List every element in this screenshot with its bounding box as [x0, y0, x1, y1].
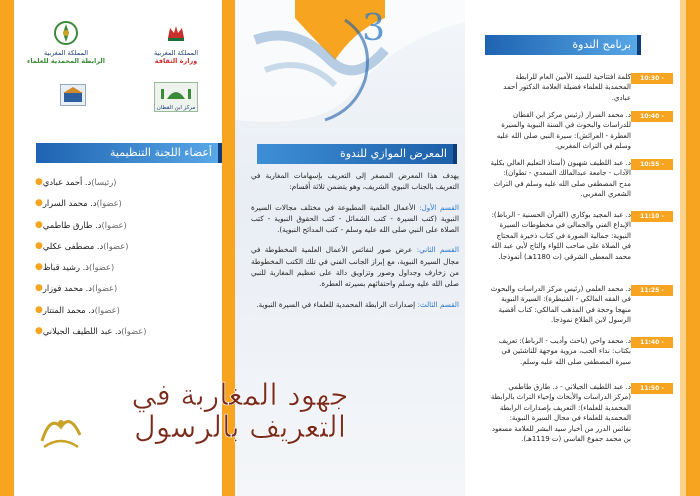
program-item-time: 11:40 - 11:50	[631, 337, 673, 348]
committee-title: أعضاء اللجنة التنظيمية	[36, 143, 222, 163]
exhibition-section-1: القسم الأول: الأعمال العلمية المطبوعة في مختلف مجالات السيرة النبوية (كتب السيرة - كتب الشمائل - كتب الحقوق النبوية - كتب الصلاة على النبي صلى الله عليه وسلم - كتب المدائح النبوية).	[251, 202, 459, 235]
list-item: (عضوا) د. مصطفى عكلي ●	[35, 240, 129, 251]
program-item-text: د. عبد اللطيف شهبون (أستاذ التعليم العالي بكلية الآداب - جامعة عبدالمالك السعدي - تطوان): مدح المصطفى صلى الله عليه وسلم في التراث الشعري المغربي.	[490, 159, 631, 199]
list-item: (عضوا) د. عبد اللطيف الجيلاني ●	[35, 326, 147, 337]
logos-area	[20, 20, 216, 120]
list-item: (عضوا) د. طارق طاطمي ●	[35, 219, 127, 230]
building-icon	[61, 85, 85, 105]
program-item-time: 11:10 - 11:25	[631, 211, 673, 222]
exhibition-intro: يهدف هذا المعرض المصغر إلى التعريف بإسهامات المغاربة في التعريف بالجناب النبوي الشريف، وهو يتضمن ثلاثة أقسام:	[251, 171, 459, 192]
program-title: برنامج الندوة	[485, 35, 641, 55]
program-item-text: د. عبد اللطيف الجيلاني - د. طارق طاطمي (مركز الدراسات والأبحاث وإحياء التراث بالرابطة المحمدية للعلماء): التعريف بإصدارات الرابطة المحمدية للعلماء في مجال السيرة النبوية: نفائس الدرر من أخبار سيد البشر للعلامة مسعود بن محمد جموع الفاسي (ت 1119هـ).	[490, 383, 631, 444]
main-title-line-1: جهود المغاربة في	[131, 378, 349, 413]
museum-label: مركز ابن القطان	[156, 105, 196, 111]
exhibition-title: المعرض الموازي للندوة	[257, 144, 457, 164]
program-item-time: 10:40 - 10:55	[631, 111, 673, 122]
program-item-text: د. محمد السرار (رئيس مركز ابن القطان للدراسات والبحوث في السنة النبوية والسيرة العطرة - العرائش): سيرة النبي صلى الله عليه وسلم في التراث المغربي.	[496, 111, 631, 151]
program-item	[479, 110, 681, 152]
program-item-time: 10:30 - 10:40	[631, 73, 673, 84]
list-item: (عضوا) د. محمد المنتار ●	[35, 304, 120, 315]
list-item: (رئيسا) د. أحمد عبادي ●	[35, 177, 117, 187]
main-title-line-2: التعريف بالرسول	[133, 410, 347, 445]
program-item-text: كلمة افتتاحية للسيد الأمين العام للرابطة المحمدية للعلماء فضيلة العلامة الدكتور أحمد عبادي.	[503, 73, 631, 102]
committee-list	[30, 172, 220, 342]
ministry-name: وزارة الثقافة	[154, 57, 198, 65]
exhibition-section-2: القسم الثاني: عرض صور لنفائس الأعمال العلمية المخطوطة في مجال السيرة النبوية، مع إبراز الجانب الفني في تلك الكتب المخطوطة من زخارف وجداول وصور وتزاويق دالة على تعظيم المغاربة للنبي صلى الله عليه وسلم واحتفائهم بسيرته العطرة.	[251, 245, 459, 289]
program-item-text: د. محمد العلمي (رئيس مركز الدراسات والبحوث في الفقه المالكي - القنيطرة): السيرة النبوية منهجا وحجة في المذهب المالكي: كتاب أقضية الرسول لابن الطلاع نموذجا.	[490, 285, 631, 325]
main-title	[80, 380, 400, 444]
list-item: (عضوا) د. محمد السرار ●	[35, 198, 122, 209]
ornament-decoration-icon	[235, 0, 465, 140]
right-panel	[465, 0, 700, 496]
rabita-logo	[26, 20, 106, 65]
program-item-time: 10:55 - 11:10	[631, 159, 673, 170]
program-item-text: د. محمد واحي (باحث وأديب - الرباط): تعريف بكتاب: نداء الحب، مروية موجهة للناشئين في سيرة المصطفى صلى الله عليه وسلم.	[498, 337, 631, 366]
rabita-emblem-icon	[53, 20, 79, 46]
exhibition-description	[251, 170, 459, 319]
calligraphy-seal-icon	[36, 405, 86, 455]
museum-logo	[154, 82, 198, 112]
side-strip	[686, 0, 700, 496]
program-item	[479, 72, 681, 103]
svg-text:3: 3	[362, 8, 385, 49]
program-item	[479, 158, 681, 200]
small-logo-left	[60, 84, 86, 106]
list-item: (عضوا) د. محمد فوزار ●	[35, 283, 118, 294]
program-item	[479, 210, 681, 262]
kingdom-right-label: المملكة المغربية	[153, 49, 199, 57]
kingdom-left-label: المملكة المغربية	[43, 49, 89, 57]
rabita-name: الرابطة المحمدية للعلماء	[27, 57, 105, 65]
program-item-time: 11:50 - 12:00	[631, 383, 673, 394]
ministry-logo	[136, 20, 216, 65]
crown-emblem-icon	[163, 20, 189, 46]
program-item-time: 11:25 - 11:40	[631, 285, 673, 296]
program-item	[479, 336, 681, 367]
mosque-icon	[155, 83, 197, 103]
list-item: (عضوا) ذ. رشيد قباظ ●	[35, 262, 115, 273]
program-item-text: د. عبد المجيد بوكاري (القرآن الحسنية - الرباط): الإبداع الفني والجمالي في مخطوطات السيرة النبوية: جمالية الصورة في كتاب ذخيرة المحتاج في الصلاة على صاحب اللواء والتاج لأبي عبد الله محمد المعطى الشرقي (ت 1180هـ) أنموذجا.	[491, 211, 631, 261]
exhibition-section-3: القسم الثالث: إصدارات الرابطة المحمدية للعلماء في السيرة النبوية.	[256, 299, 459, 309]
program-item	[479, 382, 681, 444]
program-item	[479, 284, 681, 326]
